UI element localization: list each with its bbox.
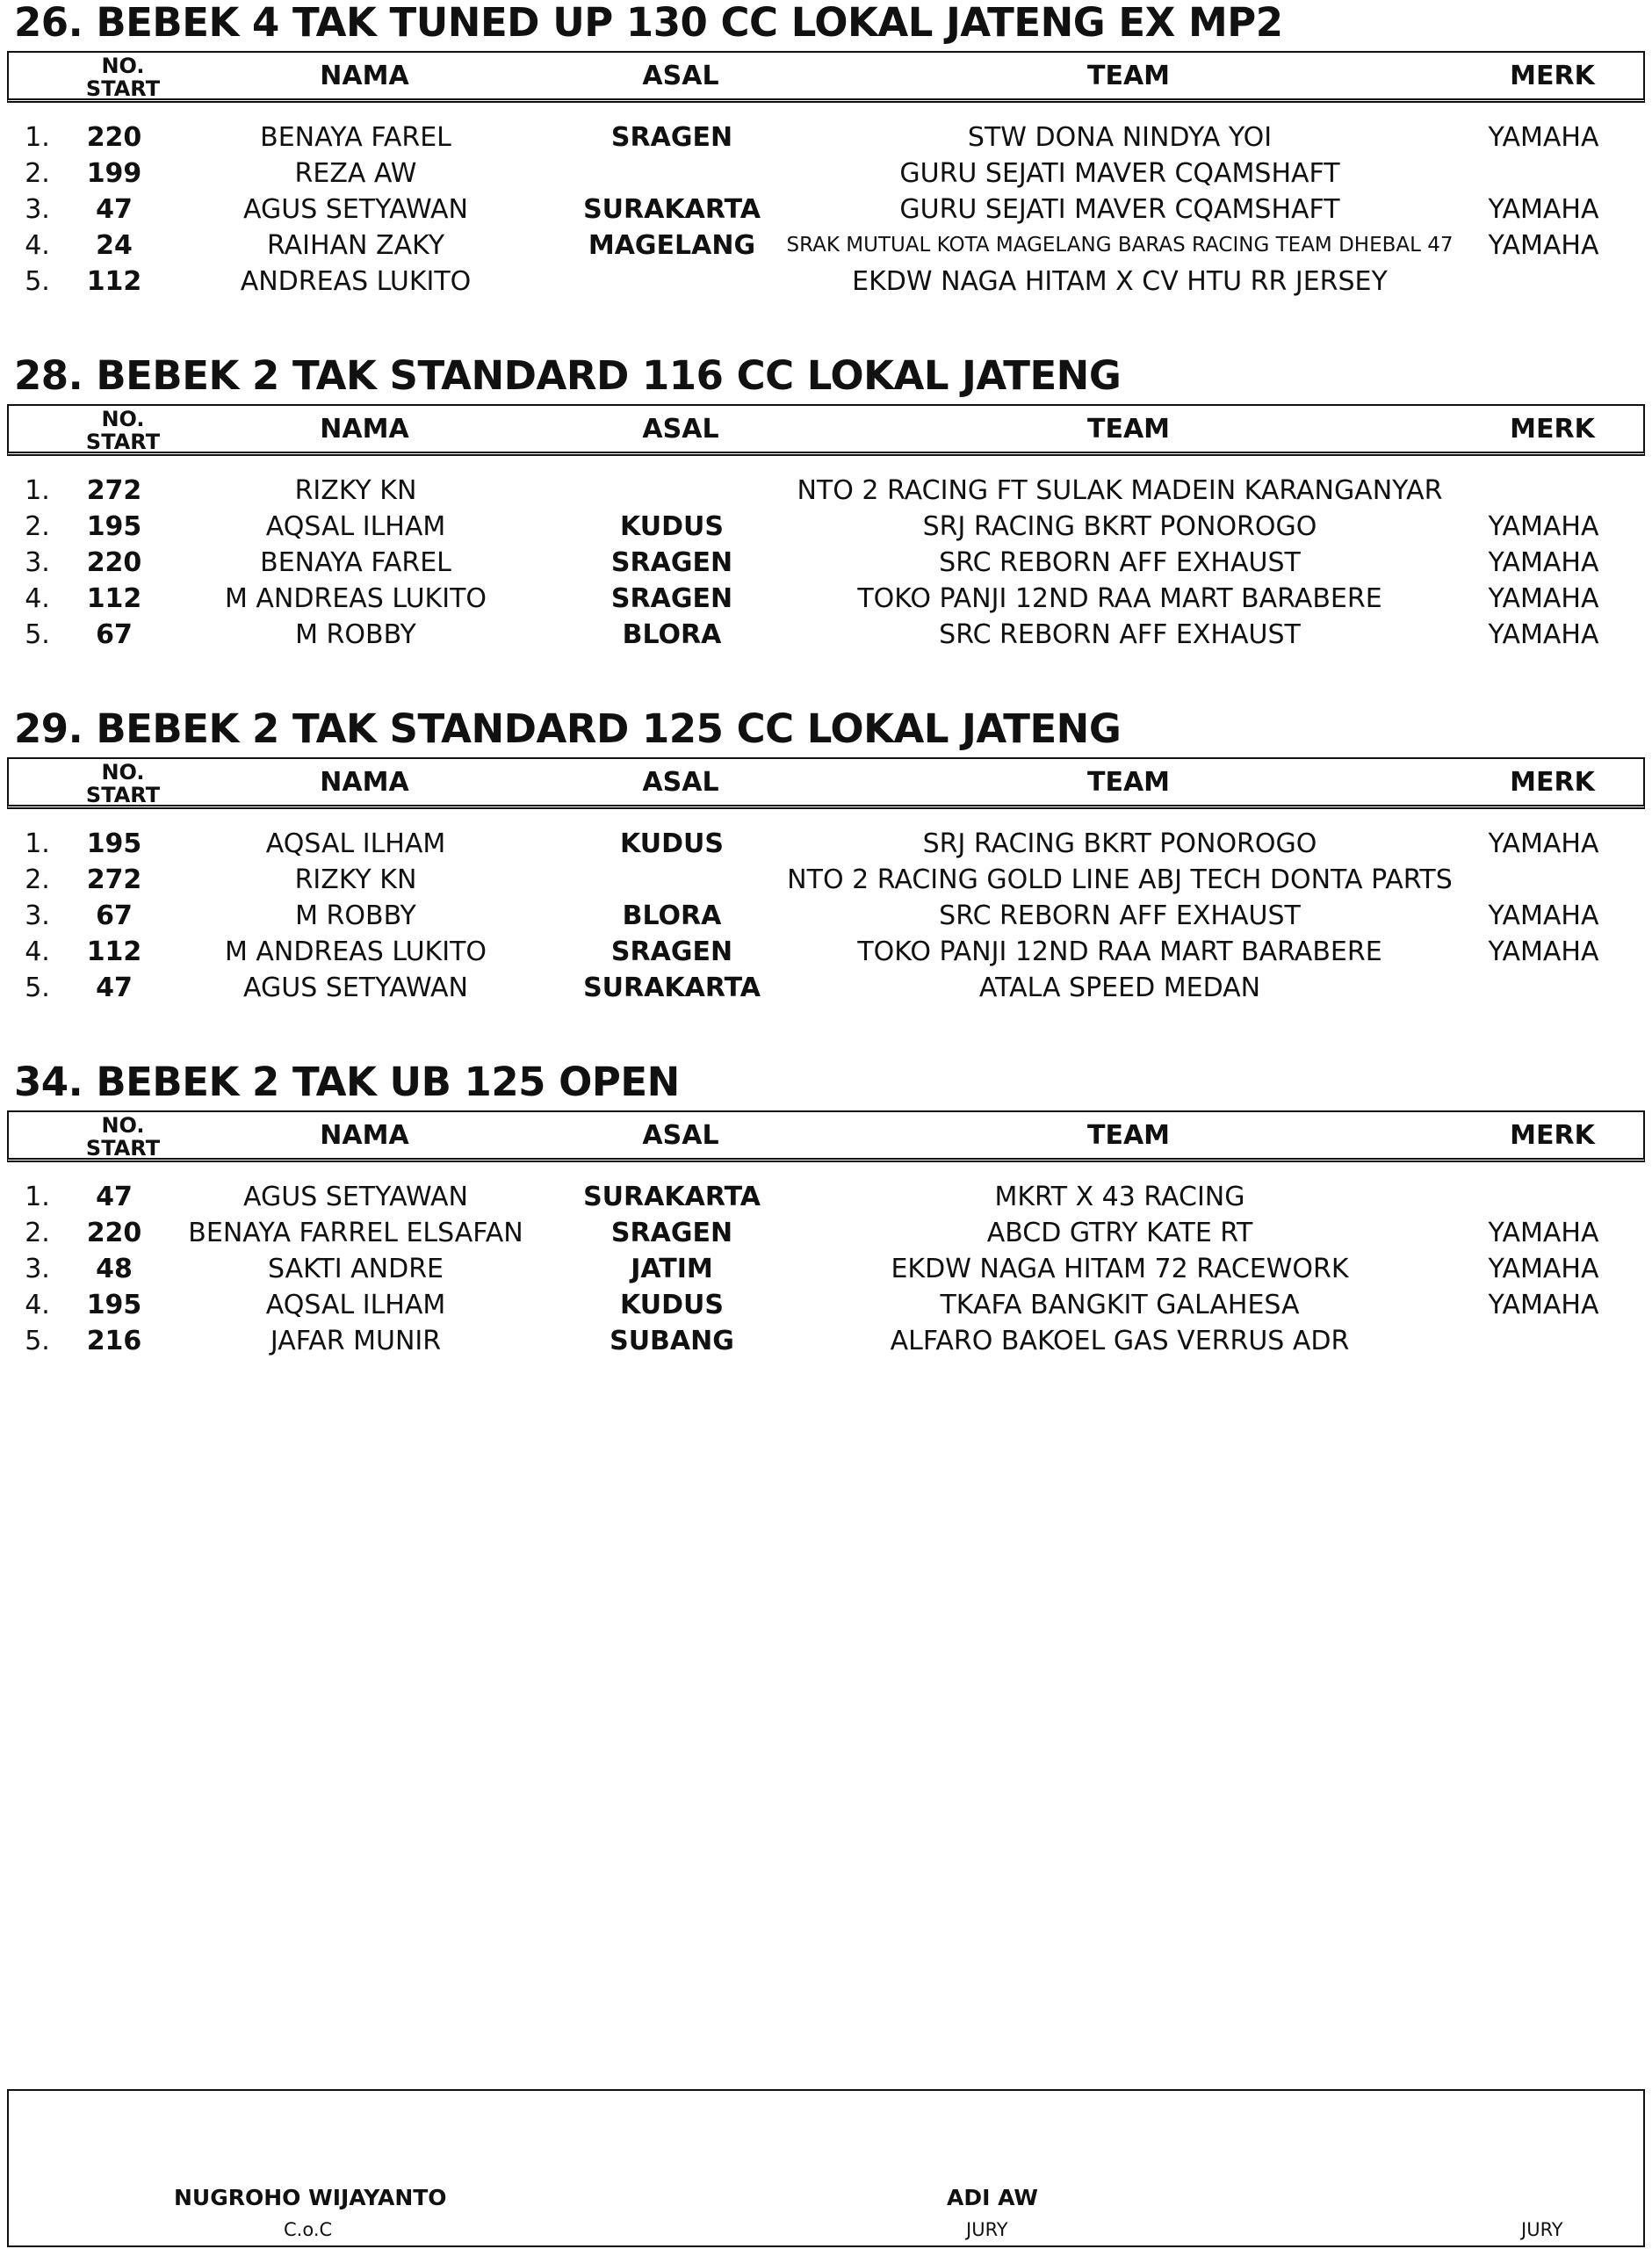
row-brand: YAMAHA	[1488, 619, 1599, 650]
row-position: 1.	[25, 828, 50, 859]
row-rider-name: M ANDREAS LUKITO	[224, 936, 487, 967]
row-origin: KUDUS	[620, 828, 724, 859]
row-origin: SURAKARTA	[583, 194, 761, 225]
row-team: EKDW NAGA HITAM 72 RACEWORK	[891, 1254, 1349, 1284]
section-title: 28. BEBEK 2 TAK STANDARD 116 CC LOKAL JATENG	[14, 352, 1122, 399]
header-asal: ASAL	[642, 61, 719, 91]
header-merk: MERK	[1510, 414, 1595, 445]
row-rider-name: JAFAR MUNIR	[270, 1326, 442, 1356]
table-row	[0, 826, 1652, 862]
row-rider-name: AGUS SETYAWAN	[243, 194, 468, 225]
row-start-number: 216	[86, 1326, 142, 1356]
row-position: 4.	[25, 583, 50, 614]
row-brand: YAMAHA	[1488, 900, 1599, 931]
row-position: 2.	[25, 864, 50, 895]
row-origin: BLORA	[622, 619, 722, 650]
row-rider-name: AQSAL ILHAM	[265, 828, 446, 859]
row-brand: YAMAHA	[1488, 547, 1599, 578]
row-brand: YAMAHA	[1488, 122, 1599, 153]
header-no-start: NO. START	[85, 1113, 161, 1161]
row-rider-name: SAKTI ANDRE	[267, 1254, 444, 1284]
header-no-start: NO. START	[85, 760, 161, 807]
row-team: ATALA SPEED MEDAN	[978, 973, 1261, 1003]
row-team: MKRT X 43 RACING	[994, 1182, 1245, 1212]
row-brand: YAMAHA	[1488, 1218, 1599, 1248]
row-rider-name: BENAYA FAREL	[260, 122, 451, 153]
row-start-number: 67	[96, 619, 133, 650]
row-start-number: 220	[86, 122, 142, 153]
table-row	[0, 898, 1652, 934]
row-start-number: 48	[96, 1254, 133, 1284]
row-start-number: 112	[86, 936, 142, 967]
table-row	[0, 581, 1652, 617]
row-team: STW DONA NINDYA YOI	[967, 122, 1273, 153]
table-header	[7, 1110, 1645, 1162]
row-position: 2.	[25, 511, 50, 542]
row-origin: SURAKARTA	[583, 973, 761, 1003]
table-header	[7, 404, 1645, 456]
row-position: 1.	[25, 122, 50, 153]
row-origin: KUDUS	[620, 511, 724, 542]
row-rider-name: AGUS SETYAWAN	[243, 973, 468, 1003]
header-team: TEAM	[1086, 767, 1171, 798]
row-origin: SRAGEN	[610, 547, 733, 578]
row-team: ALFARO BAKOEL GAS VERRUS ADR	[890, 1326, 1350, 1356]
table-row	[0, 970, 1652, 1006]
row-brand: YAMAHA	[1488, 511, 1599, 542]
row-rider-name: RIZKY KN	[294, 475, 417, 506]
row-position: 2.	[25, 158, 50, 189]
row-rider-name: M ROBBY	[295, 619, 416, 650]
header-merk: MERK	[1510, 1120, 1595, 1151]
row-position: 5.	[25, 266, 50, 297]
table-header	[7, 51, 1645, 103]
table-row	[0, 934, 1652, 970]
row-position: 5.	[25, 973, 50, 1003]
header-team: TEAM	[1086, 414, 1171, 445]
row-start-number: 195	[86, 828, 142, 859]
header-merk: MERK	[1510, 767, 1595, 798]
header-nama: NAMA	[320, 414, 409, 445]
header-asal: ASAL	[642, 1120, 719, 1151]
table-row	[0, 473, 1652, 509]
signature-box	[7, 2089, 1645, 2247]
header-nama: NAMA	[320, 767, 409, 798]
row-start-number: 24	[96, 230, 133, 261]
row-start-number: 47	[96, 1182, 133, 1212]
row-rider-name: AQSAL ILHAM	[265, 1290, 446, 1320]
row-start-number: 47	[96, 973, 133, 1003]
row-rider-name: BENAYA FAREL	[260, 547, 451, 578]
row-start-number: 195	[86, 1290, 142, 1320]
row-origin: SRAGEN	[610, 1218, 733, 1248]
section-title: 29. BEBEK 2 TAK STANDARD 125 CC LOKAL JATENG	[14, 705, 1122, 752]
row-start-number: 112	[86, 266, 142, 297]
row-position: 3.	[25, 194, 50, 225]
row-start-number: 272	[86, 475, 142, 506]
row-start-number: 220	[86, 1218, 142, 1248]
table-row	[0, 509, 1652, 545]
row-rider-name: M ROBBY	[295, 900, 416, 931]
header-asal: ASAL	[642, 767, 719, 798]
table-row	[0, 862, 1652, 898]
section-title: 34. BEBEK 2 TAK UB 125 OPEN	[14, 1059, 680, 1105]
table-row	[0, 545, 1652, 581]
table-row	[0, 1179, 1652, 1215]
row-team: GURU SEJATI MAVER CQAMSHAFT	[899, 158, 1340, 189]
row-start-number: 67	[96, 900, 133, 931]
row-position: 1.	[25, 1182, 50, 1212]
row-position: 4.	[25, 1290, 50, 1320]
row-team: SRJ RACING BKRT PONOROGO	[922, 511, 1317, 542]
row-brand: YAMAHA	[1488, 1254, 1599, 1284]
table-header	[7, 757, 1645, 809]
table-row	[0, 617, 1652, 653]
row-position: 4.	[25, 936, 50, 967]
row-position: 2.	[25, 1218, 50, 1248]
row-origin: SRAGEN	[610, 936, 733, 967]
header-no-start: NO. START	[85, 54, 161, 101]
row-brand: YAMAHA	[1488, 230, 1599, 261]
section-class-34	[0, 1059, 1652, 1376]
row-origin: SRAGEN	[610, 122, 733, 153]
row-team: SRC REBORN AFF EXHAUST	[939, 900, 1301, 931]
row-team: GURU SEJATI MAVER CQAMSHAFT	[899, 194, 1340, 225]
section-title: 26. BEBEK 4 TAK TUNED UP 130 CC LOKAL JATENG EX MP2	[14, 0, 1283, 46]
section-class-29	[0, 706, 1652, 1023]
table-row	[0, 1251, 1652, 1287]
row-brand: YAMAHA	[1488, 583, 1599, 614]
row-start-number: 272	[86, 864, 142, 895]
row-position: 3.	[25, 547, 50, 578]
row-origin: MAGELANG	[588, 230, 756, 261]
jury-name: ADI AW	[947, 2185, 1038, 2210]
row-rider-name: ANDREAS LUKITO	[240, 266, 472, 297]
header-nama: NAMA	[320, 61, 409, 91]
row-rider-name: REZA AW	[294, 158, 417, 189]
header-no-start: NO. START	[85, 407, 161, 454]
row-position: 1.	[25, 475, 50, 506]
row-position: 3.	[25, 1254, 50, 1284]
header-asal: ASAL	[642, 414, 719, 445]
row-team: SRAK MUTUAL KOTA MAGELANG BARAS RACING TEAM DHEBAL 47	[786, 234, 1454, 257]
row-position: 5.	[25, 1326, 50, 1356]
table-row	[0, 192, 1652, 228]
row-rider-name: RIZKY KN	[294, 864, 417, 895]
table-row	[0, 155, 1652, 192]
row-origin: SRAGEN	[610, 583, 733, 614]
row-team: NTO 2 RACING GOLD LINE ABJ TECH DONTA PARTS	[787, 864, 1453, 895]
row-team: SRC REBORN AFF EXHAUST	[939, 547, 1301, 578]
row-position: 5.	[25, 619, 50, 650]
coc-name: NUGROHO WIJAYANTO	[174, 2185, 447, 2210]
row-team: TKAFA BANGKIT GALAHESA	[940, 1290, 1300, 1320]
row-rider-name: AQSAL ILHAM	[265, 511, 446, 542]
row-team: ABCD GTRY KATE RT	[986, 1218, 1253, 1248]
table-row	[0, 264, 1652, 300]
header-nama: NAMA	[320, 1120, 409, 1151]
row-rider-name: AGUS SETYAWAN	[243, 1182, 468, 1212]
row-team: TOKO PANJI 12ND RAA MART BARABERE	[857, 936, 1382, 967]
row-start-number: 112	[86, 583, 142, 614]
row-rider-name: BENAYA FARREL ELSAFAN	[188, 1218, 523, 1248]
row-origin: SURAKARTA	[583, 1182, 761, 1212]
row-start-number: 199	[86, 158, 142, 189]
row-origin: JATIM	[631, 1254, 713, 1284]
row-start-number: 195	[86, 511, 142, 542]
jury-role: JURY	[1521, 2219, 1563, 2240]
row-team: SRC REBORN AFF EXHAUST	[939, 619, 1301, 650]
section-class-28	[0, 353, 1652, 669]
row-team: NTO 2 RACING FT SULAK MADEIN KARANGANYAR	[797, 475, 1443, 506]
coc-role: C.o.C	[284, 2219, 333, 2240]
table-row	[0, 228, 1652, 264]
row-position: 3.	[25, 900, 50, 931]
row-origin: BLORA	[622, 900, 722, 931]
table-row	[0, 1323, 1652, 1359]
table-row	[0, 119, 1652, 155]
table-row	[0, 1287, 1652, 1323]
row-team: SRJ RACING BKRT PONOROGO	[922, 828, 1317, 859]
row-brand: YAMAHA	[1488, 828, 1599, 859]
row-start-number: 220	[86, 547, 142, 578]
header-team: TEAM	[1086, 61, 1171, 91]
row-brand: YAMAHA	[1488, 936, 1599, 967]
header-merk: MERK	[1510, 61, 1595, 91]
section-class-26	[0, 0, 1652, 316]
row-team: EKDW NAGA HITAM X CV HTU RR JERSEY	[852, 266, 1388, 297]
jury-role: JURY	[966, 2219, 1008, 2240]
row-rider-name: RAIHAN ZAKY	[266, 230, 445, 261]
row-brand: YAMAHA	[1488, 194, 1599, 225]
row-brand: YAMAHA	[1488, 1290, 1599, 1320]
row-position: 4.	[25, 230, 50, 261]
row-rider-name: M ANDREAS LUKITO	[224, 583, 487, 614]
row-origin: SUBANG	[610, 1326, 734, 1356]
table-row	[0, 1215, 1652, 1251]
row-start-number: 47	[96, 194, 133, 225]
header-team: TEAM	[1086, 1120, 1171, 1151]
row-team: TOKO PANJI 12ND RAA MART BARABERE	[857, 583, 1382, 614]
row-origin: KUDUS	[620, 1290, 724, 1320]
